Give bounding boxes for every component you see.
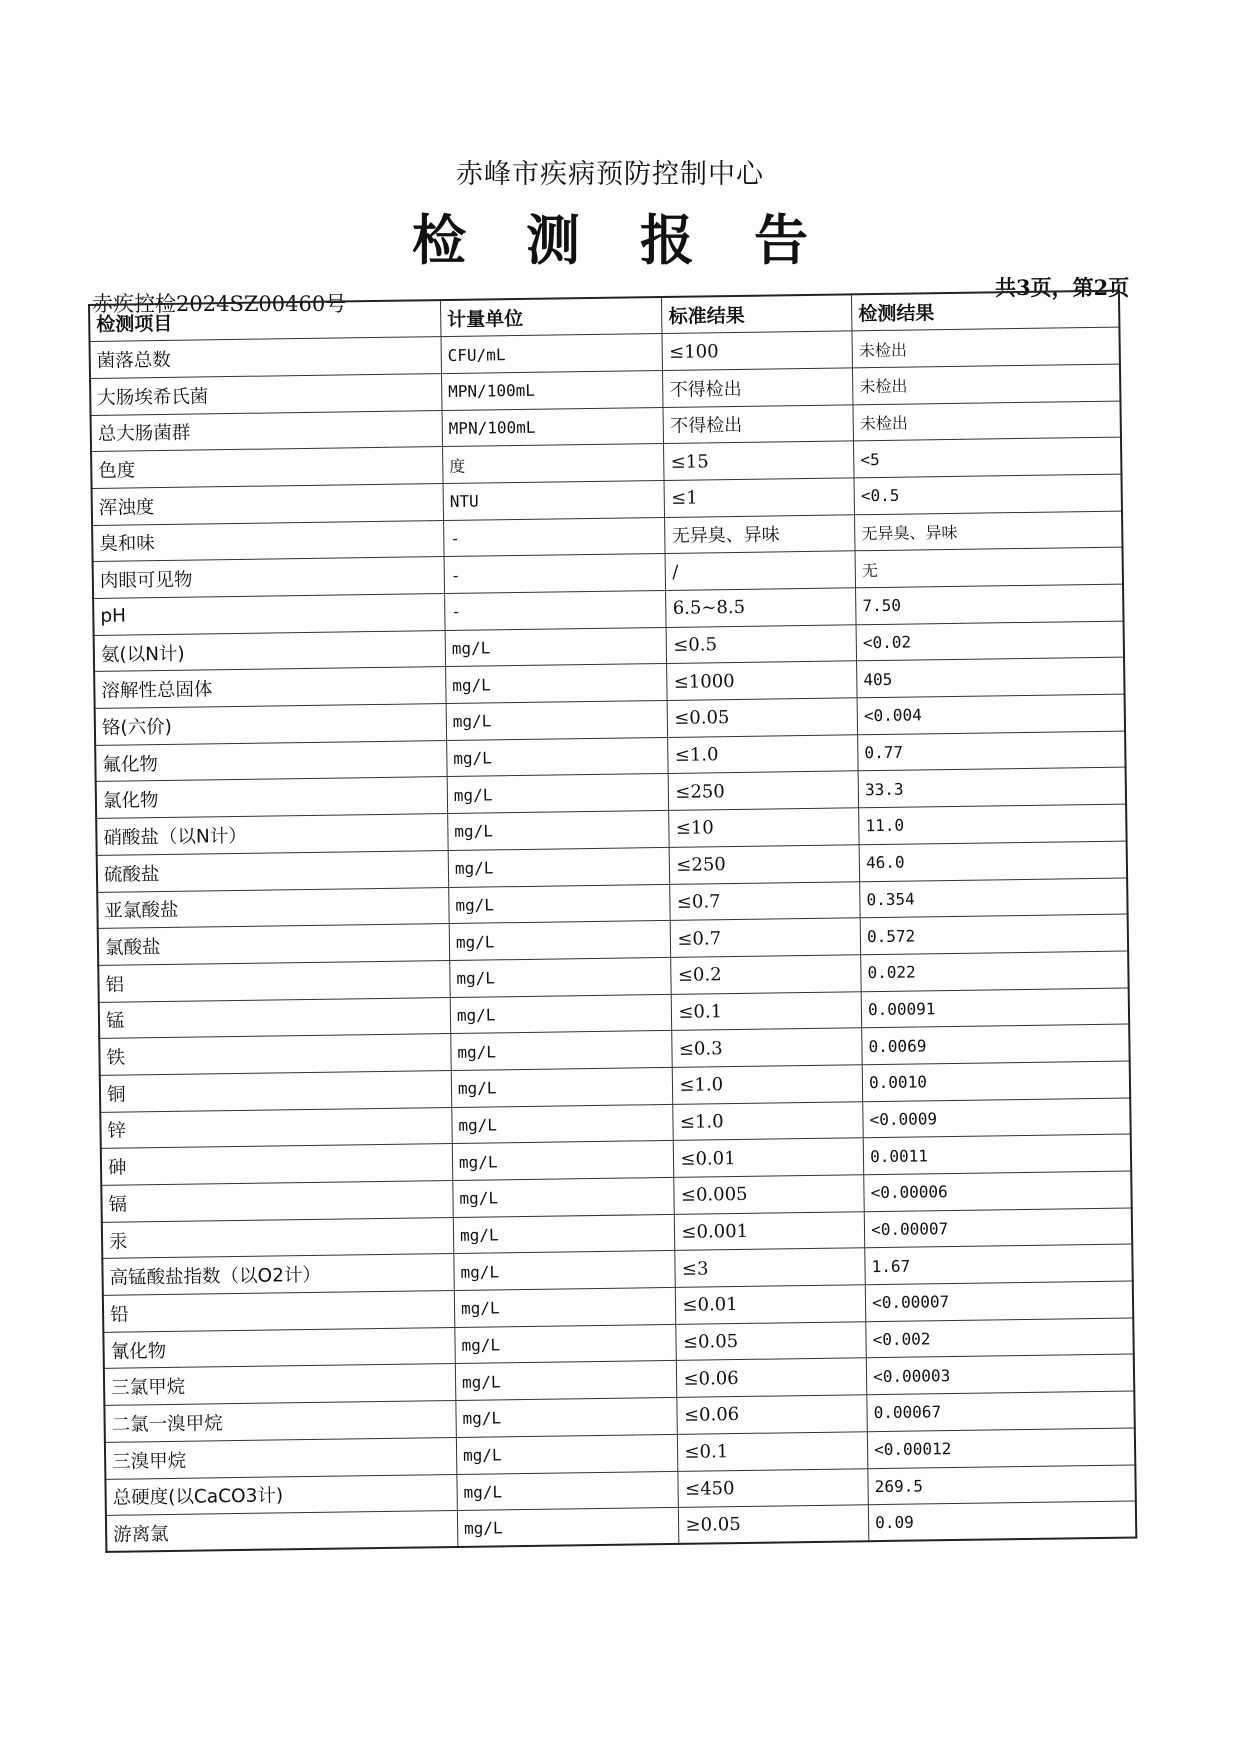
cell-result: 0.09 xyxy=(868,1501,1136,1541)
cell-unit: mg/L xyxy=(448,811,670,851)
header-item: 检测项目 xyxy=(89,300,441,342)
cell-result: <0.00007 xyxy=(865,1281,1133,1321)
cell-item: pH xyxy=(93,594,445,636)
cell-standard: ≤0.5 xyxy=(667,624,857,663)
cell-standard: 不得检出 xyxy=(663,404,853,443)
cell-unit: - xyxy=(444,554,666,594)
cell-standard: 6.5~8.5 xyxy=(666,588,856,627)
cell-item: 铝 xyxy=(98,960,450,1002)
cell-item: 铁 xyxy=(99,1034,451,1076)
cell-unit: MPN/100mL xyxy=(442,407,664,447)
title-char: 检 xyxy=(412,208,466,272)
cell-result: 1.67 xyxy=(865,1244,1133,1284)
cell-item: 二氯一溴甲烷 xyxy=(104,1401,456,1443)
cell-item: 总硬度(以CaCO3计) xyxy=(105,1474,457,1516)
cell-result: 0.354 xyxy=(860,878,1128,918)
cell-unit: mg/L xyxy=(457,1471,679,1511)
cell-standard: ≤0.1 xyxy=(678,1432,868,1471)
cell-item: 硫酸盐 xyxy=(97,850,449,892)
cell-standard: ≤15 xyxy=(664,441,854,480)
cell-unit: mg/L xyxy=(446,664,668,704)
cell-result: <0.00006 xyxy=(864,1171,1132,1211)
cell-standard: ≤1 xyxy=(664,478,854,517)
cell-unit: mg/L xyxy=(457,1508,679,1548)
cell-unit: mg/L xyxy=(452,1141,674,1181)
organization-name: 赤峰市疾病预防控制中心 xyxy=(456,159,764,190)
cell-item: 硝酸盐（以N计） xyxy=(96,814,448,856)
cell-item: 溶解性总固体 xyxy=(94,667,446,709)
cell-unit: mg/L xyxy=(454,1251,676,1291)
cell-unit: mg/L xyxy=(446,701,668,741)
cell-result: <0.5 xyxy=(854,474,1122,514)
cell-item: 高锰酸盐指数（以O2计） xyxy=(102,1254,454,1296)
cell-unit: CFU/mL xyxy=(441,334,663,374)
cell-unit: mg/L xyxy=(455,1361,677,1401)
cell-standard: ≤0.3 xyxy=(672,1028,862,1067)
title-char: 报 xyxy=(640,208,694,272)
cell-standard: ≤0.06 xyxy=(677,1395,867,1434)
cell-unit: mg/L xyxy=(456,1434,678,1474)
cell-unit: mg/L xyxy=(450,957,672,997)
cell-standard: ≤1000 xyxy=(667,661,857,700)
cell-result: 0.00067 xyxy=(867,1391,1135,1431)
cell-unit: mg/L xyxy=(448,847,670,887)
cell-result: 0.572 xyxy=(860,914,1128,954)
report-number: 赤疾控检2024SZ00460号 xyxy=(92,292,347,316)
cell-item: 镉 xyxy=(101,1180,453,1222)
cell-result: 无 xyxy=(855,547,1123,587)
cell-standard: ≤1.0 xyxy=(673,1065,863,1104)
results-table xyxy=(88,290,1137,1554)
cell-unit: mg/L xyxy=(451,1067,673,1107)
cell-item: 三氯甲烷 xyxy=(104,1364,456,1406)
cell-standard: ≤250 xyxy=(669,771,859,810)
header-unit: 计量单位 xyxy=(440,297,662,337)
cell-standard: 无异臭、异味 xyxy=(665,514,855,553)
cell-standard: ≤10 xyxy=(669,808,859,847)
cell-item: 菌落总数 xyxy=(90,337,442,379)
cell-unit: mg/L xyxy=(453,1214,675,1254)
cell-standard: ≤250 xyxy=(670,845,860,884)
cell-standard: ≤450 xyxy=(678,1468,868,1507)
cell-unit: mg/L xyxy=(447,774,669,814)
cell-item: 砷 xyxy=(101,1144,453,1186)
cell-item: 铅 xyxy=(103,1291,455,1333)
cell-result: 未检出 xyxy=(852,327,1120,367)
cell-result: 0.022 xyxy=(861,951,1129,991)
cell-standard: ≤0.001 xyxy=(675,1211,865,1250)
cell-standard: ≤1.0 xyxy=(668,735,858,774)
cell-unit: mg/L xyxy=(455,1324,677,1364)
cell-item: 锰 xyxy=(99,997,451,1039)
cell-standard: / xyxy=(665,551,855,590)
cell-result: <0.004 xyxy=(857,694,1125,734)
cell-unit: MPN/100mL xyxy=(441,370,663,410)
cell-standard: ≤0.005 xyxy=(674,1175,864,1214)
cell-result: 405 xyxy=(857,657,1125,697)
cell-result: <5 xyxy=(854,437,1122,477)
cell-unit: mg/L xyxy=(451,1031,673,1071)
cell-unit: mg/L xyxy=(445,627,667,667)
cell-unit: mg/L xyxy=(452,1104,674,1144)
cell-result: 未检出 xyxy=(853,364,1121,404)
cell-item: 氯化物 xyxy=(96,777,448,819)
title-char: 告 xyxy=(754,208,808,272)
cell-result: 未检出 xyxy=(853,401,1121,441)
cell-item: 氨(以N计) xyxy=(94,630,446,672)
cell-item: 铜 xyxy=(100,1070,452,1112)
cell-unit: NTU xyxy=(443,480,665,520)
header-standard: 标准结果 xyxy=(662,294,852,333)
cell-unit: mg/L xyxy=(447,737,669,777)
cell-standard: ≤0.01 xyxy=(676,1285,866,1324)
cell-result: <0.02 xyxy=(856,621,1124,661)
cell-result: 0.0011 xyxy=(863,1134,1131,1174)
cell-standard: ≤0.7 xyxy=(671,918,861,957)
cell-result: 0.77 xyxy=(858,731,1126,771)
cell-standard: ≤0.05 xyxy=(668,698,858,737)
cell-standard: ≤0.06 xyxy=(677,1358,867,1397)
cell-item: 氟化物 xyxy=(95,740,447,782)
cell-unit: - xyxy=(444,517,666,557)
cell-unit: mg/L xyxy=(449,921,671,961)
cell-result: <0.002 xyxy=(866,1318,1134,1358)
cell-item: 游离氯 xyxy=(106,1511,458,1553)
cell-unit: - xyxy=(445,590,667,630)
cell-item: 亚氯酸盐 xyxy=(97,887,449,929)
cell-result: 269.5 xyxy=(868,1464,1136,1504)
title-char: 测 xyxy=(526,208,580,272)
cell-unit: mg/L xyxy=(450,994,672,1034)
cell-item: 大肠埃希氏菌 xyxy=(90,373,442,415)
cell-unit: mg/L xyxy=(454,1287,676,1327)
cell-result: 7.50 xyxy=(856,584,1124,624)
cell-standard: ≤0.05 xyxy=(676,1321,866,1360)
cell-item: 三溴甲烷 xyxy=(105,1437,457,1479)
cell-result: 11.0 xyxy=(859,804,1127,844)
cell-result: <0.00003 xyxy=(866,1354,1134,1394)
cell-item: 汞 xyxy=(102,1217,454,1259)
cell-result: 0.0010 xyxy=(862,1061,1130,1101)
cell-result: 46.0 xyxy=(859,841,1127,881)
cell-item: 总大肠菌群 xyxy=(91,410,443,452)
cell-item: 氰化物 xyxy=(103,1327,455,1369)
page-indicator: 共3页，第2页 xyxy=(995,275,1130,300)
cell-item: 浑浊度 xyxy=(92,483,444,525)
cell-unit: mg/L xyxy=(456,1398,678,1438)
cell-result: 无异臭、异味 xyxy=(855,511,1123,551)
cell-result: 0.0069 xyxy=(862,1024,1130,1064)
cell-result: <0.00007 xyxy=(864,1208,1132,1248)
cell-item: 色度 xyxy=(91,447,443,489)
header-result: 检测结果 xyxy=(852,291,1120,331)
cell-standard: ≤100 xyxy=(662,331,852,370)
cell-unit: mg/L xyxy=(449,884,671,924)
cell-standard: ≤3 xyxy=(675,1248,865,1287)
cell-standard: ≤0.1 xyxy=(672,991,862,1030)
cell-result: <0.00012 xyxy=(867,1428,1135,1468)
cell-item: 臭和味 xyxy=(92,520,444,562)
cell-standard: ≥0.05 xyxy=(679,1505,869,1544)
cell-standard: 不得检出 xyxy=(663,368,853,407)
cell-item: 锌 xyxy=(100,1107,452,1149)
cell-unit: mg/L xyxy=(453,1177,675,1217)
cell-standard: ≤1.0 xyxy=(673,1101,863,1140)
cell-result: <0.0009 xyxy=(863,1098,1131,1138)
cell-unit: 度 xyxy=(442,444,664,484)
cell-result: 0.00091 xyxy=(861,988,1129,1028)
cell-standard: ≤0.7 xyxy=(670,881,860,920)
cell-standard: ≤0.01 xyxy=(674,1138,864,1177)
cell-result: 33.3 xyxy=(858,767,1126,807)
cell-item: 铬(六价) xyxy=(95,704,447,746)
report-title xyxy=(0,198,1220,275)
cell-item: 氯酸盐 xyxy=(98,924,450,966)
cell-standard: ≤0.2 xyxy=(671,955,861,994)
cell-item: 肉眼可见物 xyxy=(93,557,445,599)
